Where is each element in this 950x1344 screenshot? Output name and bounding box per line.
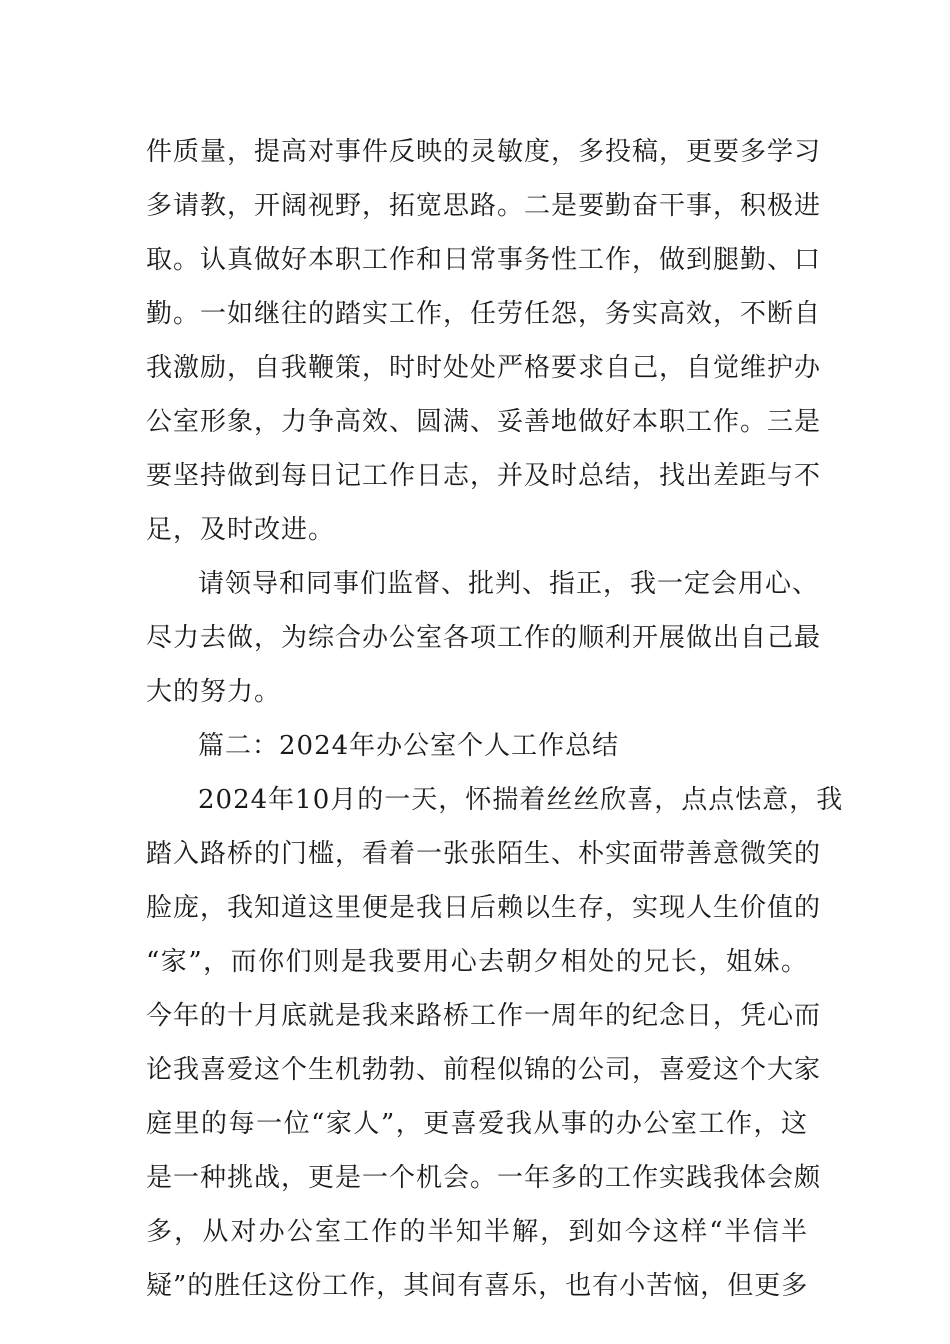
text-line: 大的努力。 [146, 677, 282, 707]
text-line: 勤。一如继往的踏实工作，任劳任怨，务实高效，不断自 [146, 299, 822, 329]
text-line: 取。认真做好本职工作和日常事务性工作，做到腿勤、口 [146, 245, 822, 275]
text-line: 是一种挑战，更是一个机会。一年多的工作实践我体会颇 [146, 1163, 822, 1193]
text-line: 我激励，自我鞭策，时时处处严格要求自己，自觉维护办 [146, 353, 822, 383]
text-line: 踏入路桥的门槛，看着一张张陌生、朴实面带善意微笑的 [146, 839, 822, 869]
text-line: 尽力去做，为综合办公室各项工作的顺利开展做出自己最 [146, 623, 822, 653]
document-body [146, 125, 844, 1313]
text-line: 疑”的胜任这份工作，其间有喜乐，也有小苦恼，但更多 [146, 1271, 809, 1301]
text-line: 件质量，提高对事件反映的灵敏度，多投稿，更要多学习 [146, 137, 822, 167]
text-line: “家”，而你们则是我要用心去朝夕相处的兄长，姐妹。 [146, 947, 808, 977]
text-line: 庭里的每一位“家人”，更喜爱我从事的办公室工作，这 [146, 1109, 808, 1139]
text-line: 今年的十月底就是我来路桥工作一周年的纪念日，凭心而 [146, 1001, 822, 1031]
text-line: 多请教，开阔视野，拓宽思路。二是要勤奋干事，积极进 [146, 191, 822, 221]
text-line: 要坚持做到每日记工作日志，并及时总结，找出差距与不 [146, 461, 822, 491]
text-line: 脸庞，我知道这里便是我日后赖以生存，实现人生价值的 [146, 893, 822, 923]
paragraph-first-line: 请领导和同事们监督、批判、指正，我一定会用心、 [198, 569, 820, 599]
text-line: 公室形象，力争高效、圆满、妥善地做好本职工作。三是 [146, 407, 822, 437]
paragraph-first-line: 2024年10月的一天，怀揣着丝丝欣喜，点点怯意，我 [198, 785, 844, 815]
section-heading: 篇二：2024年办公室个人工作总结 [198, 731, 620, 761]
text-line: 多，从对办公室工作的半知半解，到如今这样“半信半 [146, 1217, 808, 1247]
text-line: 论我喜爱这个生机勃勃、前程似锦的公司，喜爱这个大家 [146, 1055, 822, 1085]
text-line: 足，及时改进。 [146, 515, 336, 545]
